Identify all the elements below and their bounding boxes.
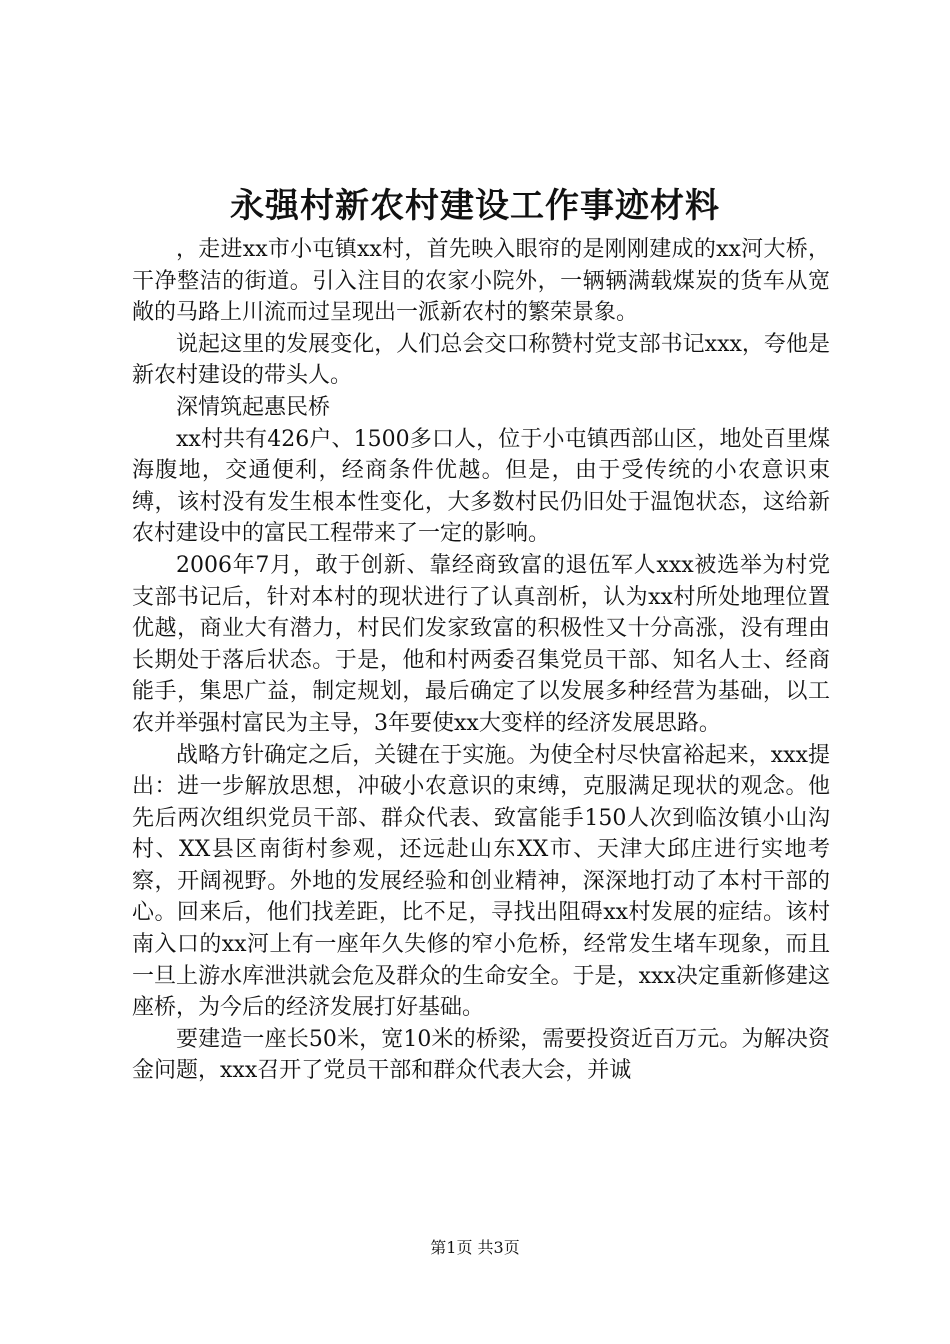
paragraph-2006-plan: 2006年7月，敢于创新、靠经商致富的退伍军人xxx被选举为村党支部书记后，针对本村的现状进行了认真剖析，认为xx村所处地理位置优越，商业大有潜力，村民们发家致富的积极性又十分高涨，没有理由长期处于落后状态。于是，他和村两委召集党员干部、知名人士、经商能手，集思广益，制定规划，最后确定了以发展多种经营为基础，以工农并举强村富民为主导，3年要使xx大变样的经济发展思路。 [132,552,830,736]
paragraph-strategy: 战略方针确定之后，关键在于实施。为使全村尽快富裕起来，xxx提出：进一步解放思想，冲破小农意识的束缚，克服满足现状的观念。他先后两次组织党员干部、群众代表、致富能手150人次到临汝镇小山沟村、XX县区南街村参观，还远赴山东XX市、天津大邱庄进行实地考察，开阔视野。外地的发展经验和创业精神，深深地打动了本村干部的心。回来后，他们找差距，比不足，寻找出阻碍xx村发展的症结。该村南入口的xx河上有一座年久失修的窄小危桥，经常发生堵车现象，而且一旦上游水库泄洪就会危及群众的生命安全。于是，xxx决定重新修建这座桥，为今后的经济发展打好基础。 [132,742,830,1021]
document-body [132,234,830,1087]
paragraph-intro: ，走进xx市小屯镇xx村，首先映入眼帘的是刚刚建成的xx河大桥，干净整洁的街道。引入注目的农家小院外，一辆辆满载煤炭的货车从宽敞的马路上川流而过呈现出一派新农村的繁荣景象。 [132,237,830,326]
page-number-footer: 第1页 共3页 [430,1238,520,1257]
document-title: 永强村新农村建设工作事迹材料 [230,186,720,226]
section-heading: 深情筑起惠民桥 [176,394,331,420]
paragraph-bridge-funding: 要建造一座长50米，宽10米的桥梁，需要投资近百万元。为解决资金问题，xxx召开了党员干部和群众代表大会，并诚 [132,1026,830,1084]
paragraph-village-overview: xx村共有426户、1500多口人，位于小屯镇西部山区，地处百里煤海腹地，交通便利，经商条件优越。但是，由于受传统的小农意识束缚，该村没有发生根本性变化，大多数村民仍旧处于温饱状态，这给新农村建设中的富民工程带来了一定的影响。 [132,426,830,547]
paragraph-praise: 说起这里的发展变化，人们总会交口称赞村党支部书记xxx，夸他是新农村建设的带头人。 [132,331,830,389]
